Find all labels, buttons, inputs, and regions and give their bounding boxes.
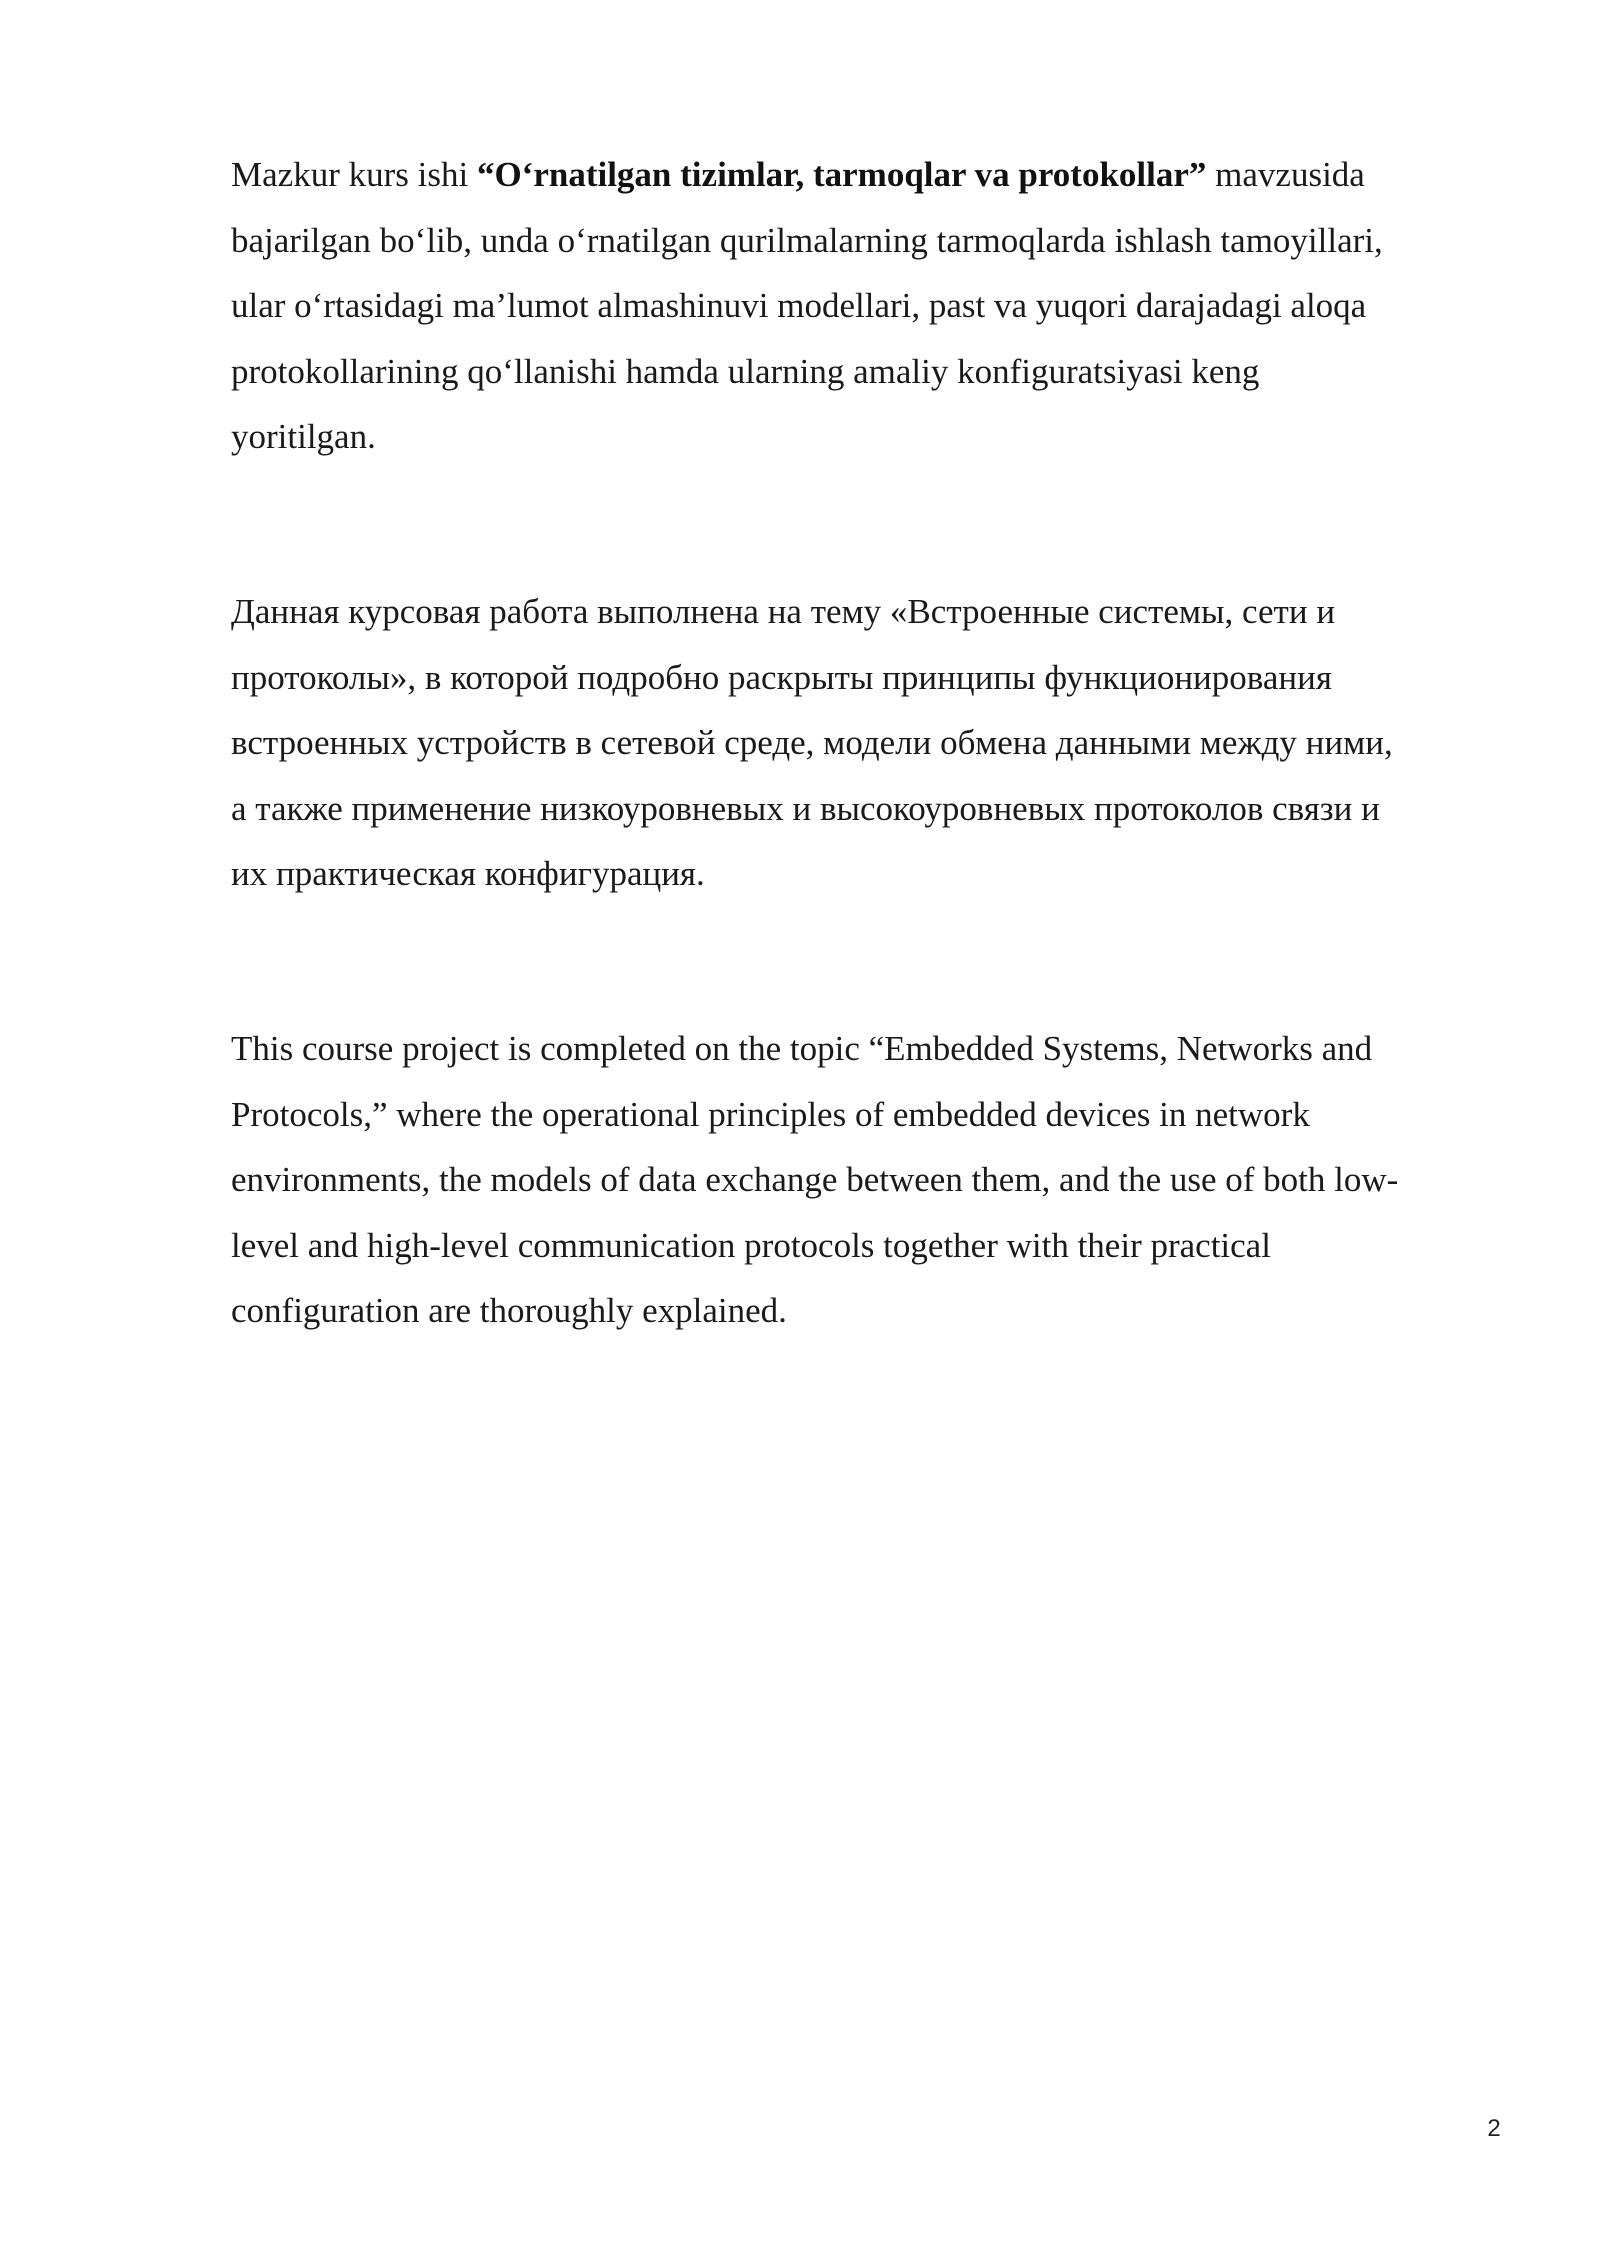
abstract-paragraph-uzbek xyxy=(231,142,1501,470)
paragraph-line: environments, the models of data exchange between them, and the use of both low- xyxy=(231,1160,1399,1199)
paragraph-line: level and high-level communication protocols together with their practical xyxy=(231,1225,1271,1265)
text-span: mavzusida xyxy=(1206,155,1365,194)
text-span: Mazkur kurs ishi xyxy=(231,155,477,194)
paragraph-line: yoritilgan. xyxy=(231,417,376,456)
paragraph-line: встроенных устройств в сетевой среде, модели обмена данными между ними, xyxy=(231,723,1393,762)
paragraph-line xyxy=(231,142,1501,208)
abstract-paragraph-english xyxy=(231,1016,1501,1344)
paragraph-line: а также применение низкоуровневых и высокоуровневых протоколов связи и xyxy=(231,788,1380,828)
paragraph-line: ular o‘rtasidagi ma’lumot almashinuvi modellari, past va yuqori darajadagi aloqa xyxy=(231,286,1367,325)
paragraph-line: протоколы», в которой подробно раскрыты принципы функционирования xyxy=(231,657,1332,697)
page-number: 2 xyxy=(1487,2115,1501,2142)
abstract-paragraph-russian xyxy=(231,579,1501,907)
paragraph-line: bajarilgan bo‘lib, unda o‘rnatilgan qurilmalarning tarmoqlarda ishlash tamoyillari, xyxy=(231,220,1383,260)
paragraph-line: This course project is completed on the topic “Embedded Systems, Networks and xyxy=(231,1029,1373,1068)
paragraph-line: protokollarining qo‘llanishi hamda ularning amaliy konfiguratsiyasi keng xyxy=(231,351,1260,391)
paragraph-line: Данная курсовая работа выполнена на тему «Встроенные системы, сети и xyxy=(231,592,1336,631)
paragraph-line: Protocols,” where the operational principles of embedded devices in network xyxy=(231,1094,1310,1134)
paragraph-line: их практическая конфигурация. xyxy=(231,854,705,893)
course-title-bold: “O‘rnatilgan tizimlar, tarmoqlar va protokollar” xyxy=(476,155,1207,194)
paragraph-line: configuration are thoroughly explained. xyxy=(231,1291,787,1330)
